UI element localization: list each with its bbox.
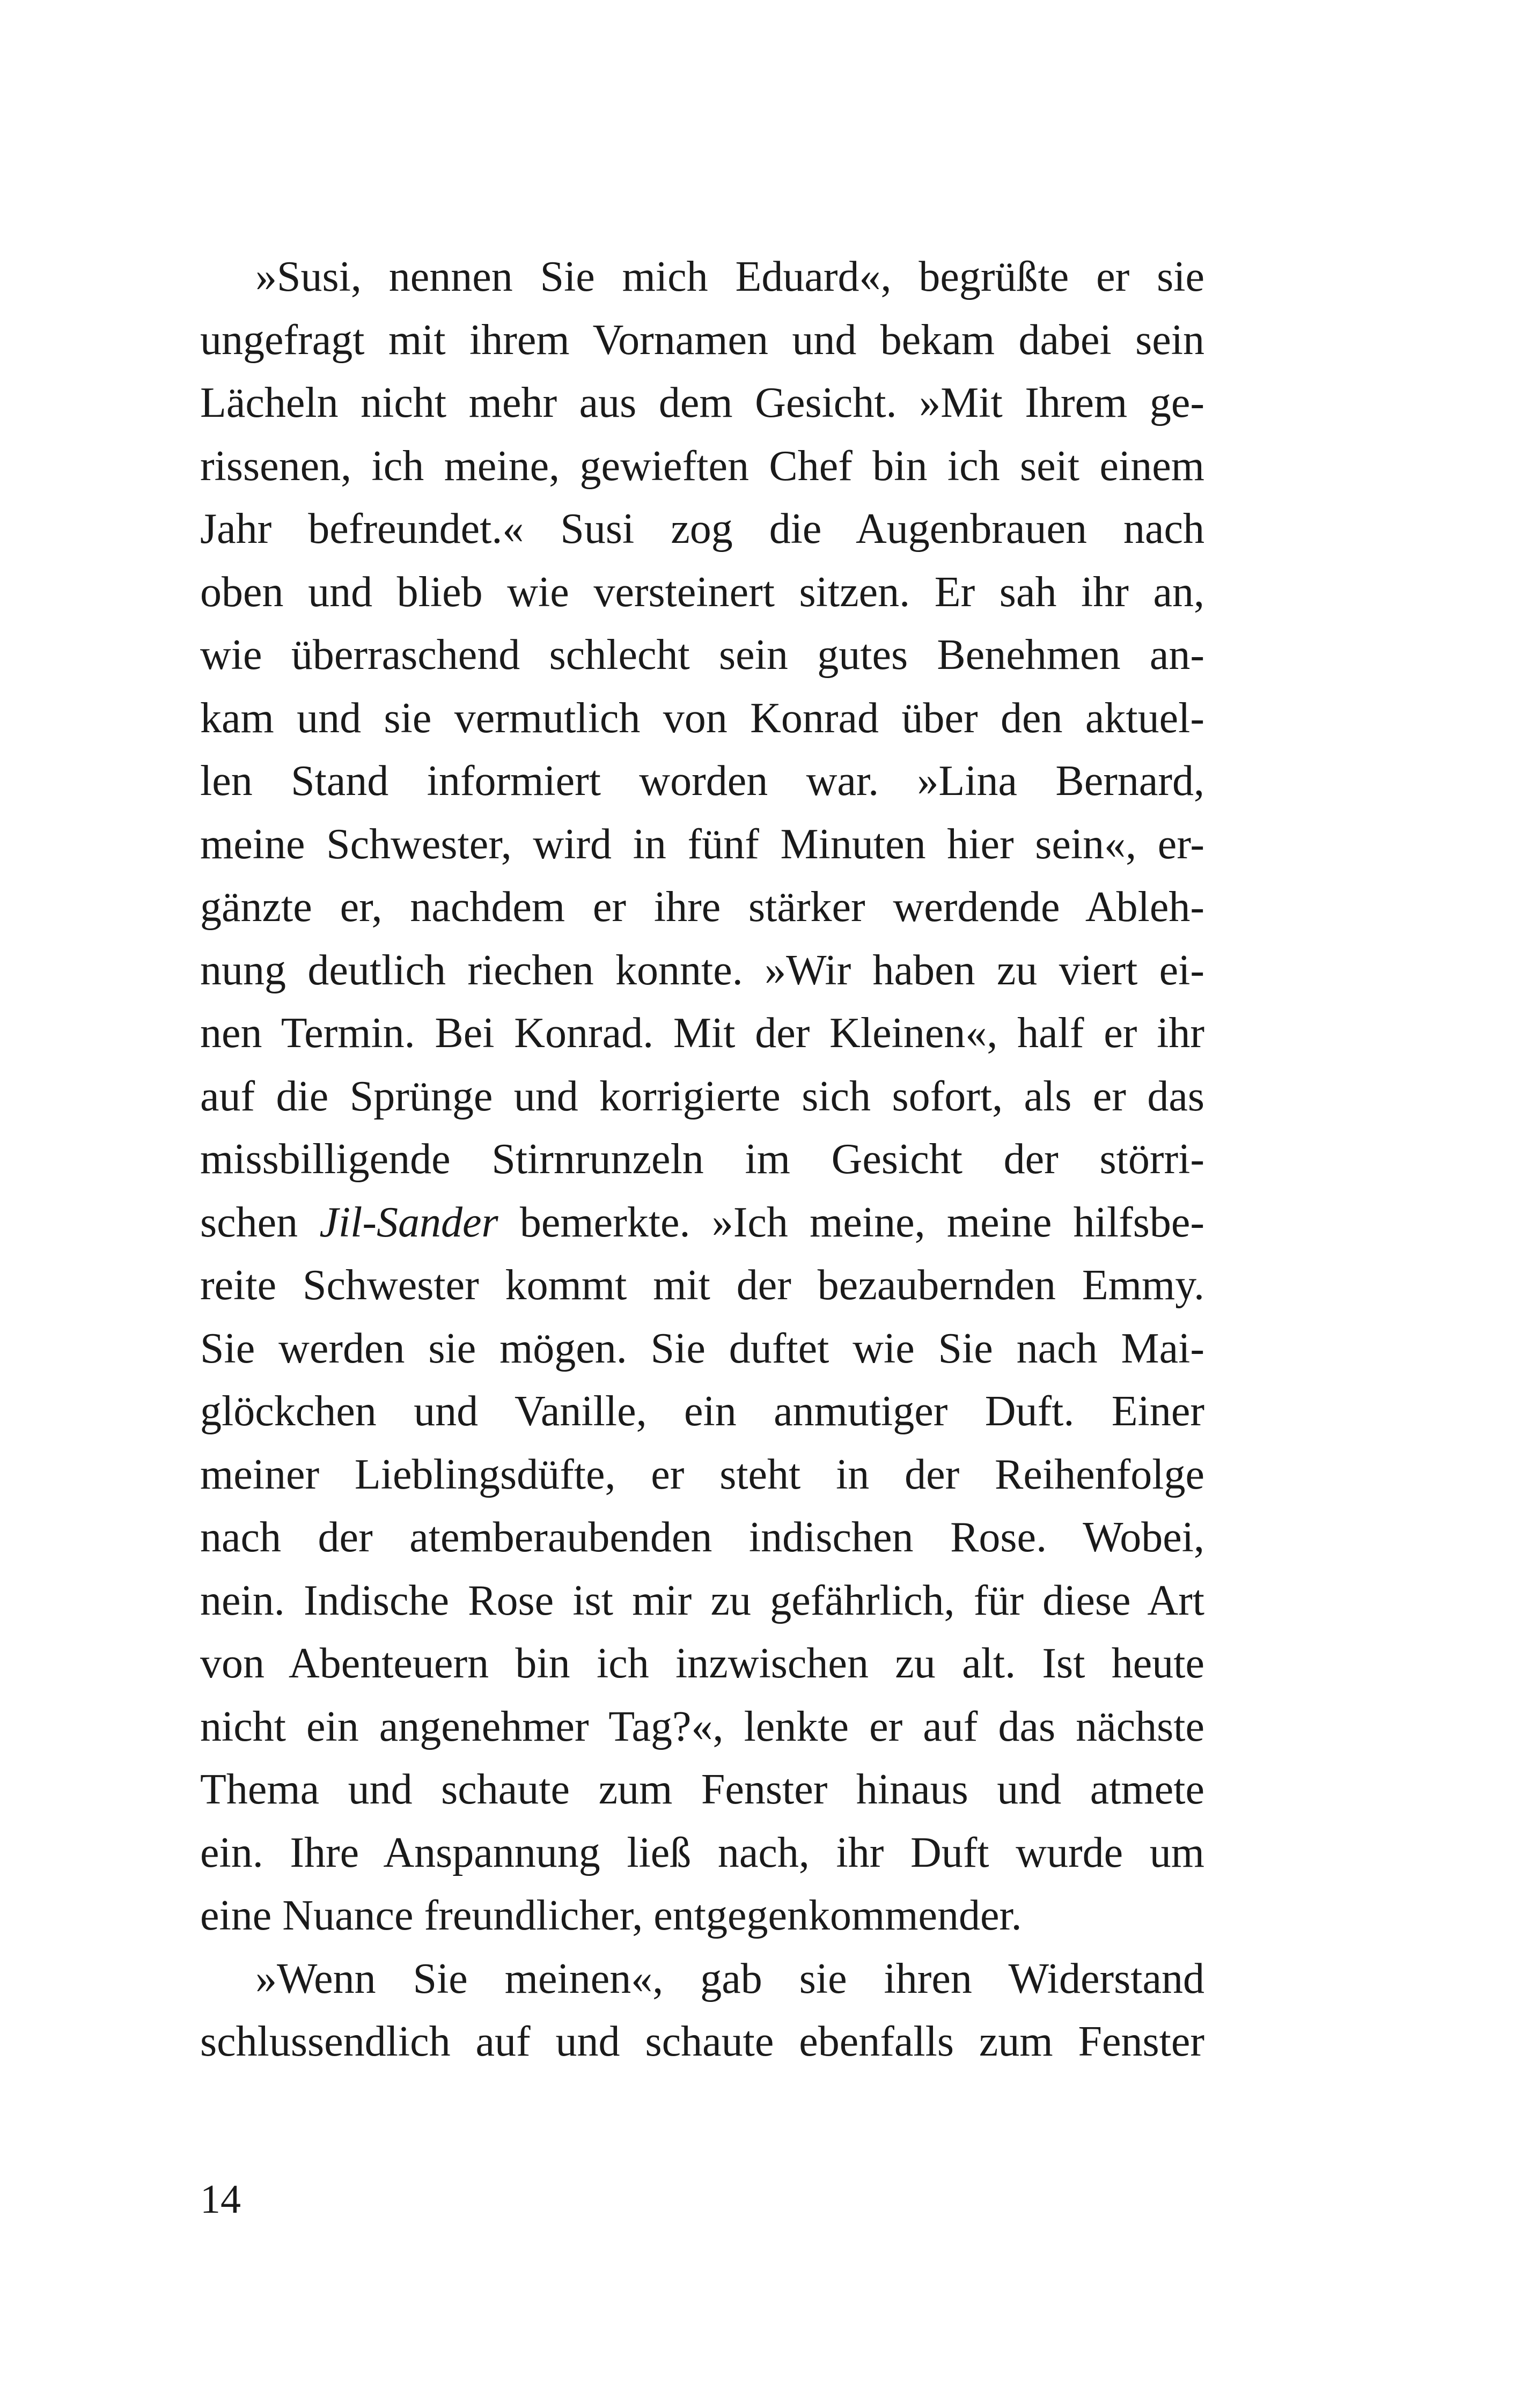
text-line: »Wenn Sie meinen«, gab sie ihren Widerstand <box>255 1955 1204 2002</box>
text-line: auf die Sprünge und korrigierte sich sofort, als er das <box>200 1072 1204 1120</box>
text-line: nicht ein angenehmer Tag?«, lenkte er auf das nächste <box>200 1703 1204 1750</box>
text-line: »Susi, nennen Sie mich Eduard«, begrüßte er sie <box>255 253 1204 300</box>
text-line: gänzte er, nachdem er ihre stärker werdende Ableh- <box>200 883 1204 931</box>
text-line: nein. Indische Rose ist mir zu gefährlich, für diese Art <box>200 1577 1204 1624</box>
text-segment: bemerkte. »Ich meine, meine hilfsbe- <box>498 1198 1204 1246</box>
text-line: Lächeln nicht mehr aus dem Gesicht. »Mit Ihrem ge- <box>200 379 1204 426</box>
text-line: missbilligende Stirnrunzeln im Gesicht der störri- <box>200 1136 1204 1183</box>
text-line: wie überraschend schlecht sein gutes Benehmen an- <box>200 631 1204 679</box>
text-line: nen Termin. Bei Konrad. Mit der Kleinen«, half er ihr <box>200 1010 1204 1057</box>
text-line: schlussendlich auf und schaute ebenfalls zum Fenster <box>200 2018 1204 2065</box>
page-number: 14 <box>200 2177 241 2222</box>
text-line: meine Schwester, wird in fünf Minuten hier sein«, er- <box>200 820 1204 868</box>
text-line: ungefragt mit ihrem Vornamen und bekam dabei sein <box>200 316 1204 364</box>
text-line: rissenen, ich meine, gewieften Chef bin ich seit einem <box>200 442 1204 490</box>
text-segment: schen <box>200 1198 320 1246</box>
text-line: Thema und schaute zum Fenster hinaus und atmete <box>200 1766 1204 1813</box>
italic-brand-name: Jil-Sander <box>319 1198 498 1246</box>
text-line: Sie werden sie mögen. Sie duftet wie Sie nach Mai- <box>200 1324 1204 1372</box>
text-line: ein. Ihre Anspannung ließ nach, ihr Duft wurde um <box>200 1829 1204 1876</box>
text-line: meiner Lieblingsdüfte, er steht in der Reihenfolge <box>200 1450 1204 1498</box>
text-line: oben und blieb wie versteinert sitzen. Er sah ihr an, <box>200 568 1204 616</box>
text-line: nung deutlich riechen konnte. »Wir haben zu viert ei- <box>200 946 1204 994</box>
text-line: len Stand informiert worden war. »Lina Bernard, <box>200 757 1204 805</box>
text-line: eine Nuance freundlicher, entgegenkommender. <box>200 1892 1022 1939</box>
text-line <box>200 1191 1204 1255</box>
body-text <box>200 246 1204 2074</box>
text-line: reite Schwester kommt mit der bezaubernden Emmy. <box>200 1262 1204 1309</box>
text-line: von Abenteuern bin ich inzwischen zu alt. Ist heute <box>200 1640 1204 1687</box>
text-line: nach der atemberaubenden indischen Rose. Wobei, <box>200 1514 1204 1561</box>
text-line: glöckchen und Vanille, ein anmutiger Duft. Einer <box>200 1388 1204 1435</box>
text-line: Jahr befreundet.« Susi zog die Augenbrauen nach <box>200 505 1204 553</box>
text-line: kam und sie vermutlich von Konrad über den aktuel- <box>200 694 1204 742</box>
